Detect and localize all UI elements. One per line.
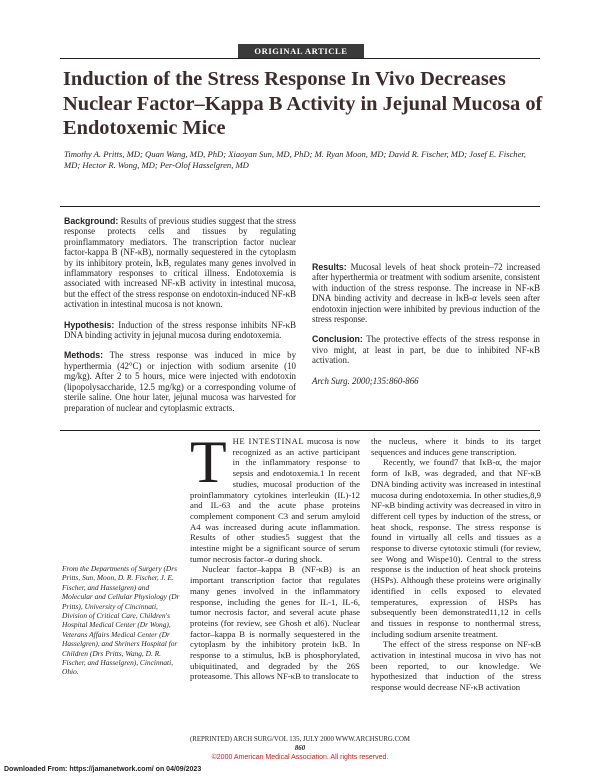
abstract-top-rule	[60, 206, 540, 207]
background-label: Background:	[64, 216, 119, 226]
methods-label: Methods:	[64, 350, 104, 361]
background-text: Results of previous studies suggest that the stress response protects cells and tissues by regulating proinflammatory mediators. The transcription factor nuclear factor-kappa B (NF-κB), normally sequestered in the cytoplasm by its inhibitory protein, IκB, regulates many genes involved in inflammatory responses to critical illness. Endotoxemia is associated with increased NF-κB activity in intestinal mucosa, but the effect of the stress response on endotoxin-induced NF-κB activation in intestinal mucosa is not known.	[64, 216, 296, 310]
citation: Arch Surg. 2000;135:860-866	[312, 375, 419, 386]
body-column-2	[371, 436, 541, 693]
author-affiliations: From the Departments of Surgery (Drs Pritts, Sun, Moon, D. R. Fischer, J. E. Fischer, and Hasselgren) and Molecular and Cellular Physiology (Dr Pritts), University of Cincinnati, Division of Critical Care, Children's Hospital Medical Center (Dr Wong), Veterans Affairs Medical Center (Dr Hasselgren), and Shriners Hospital for Children (Drs Pritts, Wang, D. R. Fischer, and Hasselgren), Cincinnati, Ohio.	[62, 564, 180, 677]
download-note: Downloaded From: https://jamanetwork.com/ on 04/09/2023	[4, 766, 202, 773]
conclusion-text: The protective effects of the stress response in vivo might, at least in part, be due to inhibited NF-κB activation.	[312, 334, 540, 366]
intro-paragraph-1-text: mucosa is now recognized as an active participant in the inflammatory response to sepsis and endotoxemia.1 In recent studies, mucosal production of the proinflammatory cytokines interleukin (IL)-12 and IL-63 and the acute phase proteins complement component C3 and serum amyloid A4 was increased during acute inflammation. Results of other studies5 suggest that the intestine might be a significant source of serum tumor necrosis factor–α during shock.	[190, 436, 361, 564]
hypothesis-text: Induction of the stress response inhibits NF-κB DNA binding activity in jejunal mucosa during endotoxemia.	[64, 319, 296, 341]
results-text: Mucosal levels of heat shock protein–72 increased after hyperthermia or treatment with sodium arsenite, consistent with induction of the stress response. The increase in NF-κB DNA binding activity and decrease in IκB-α levels seen after endotoxin injection were inhibited by previous induction of the stress response.	[312, 262, 541, 325]
abstract-left-column	[64, 216, 296, 423]
abstract-bottom-rule	[60, 430, 540, 431]
author-list: Timothy A. Pritts, MD; Quan Wang, MD, PhD; Xiaoyan Sun, MD, PhD; M. Ryan Moon, MD; David R. Fischer, MD; Josef E. Fischer, MD; Hector R. Wong, MD; Per-Olof Hasselgren, MD	[64, 149, 526, 170]
abstract-conclusion	[312, 334, 540, 365]
abstract-results	[312, 262, 540, 324]
abstract-right-column	[312, 262, 540, 396]
intro-paragraph-2: Nuclear factor–kappa B (NF-κB) is an important transcription factor that regulates many genes involved in the inflammatory response, including the genes for IL-1, IL-6, tumor necrosis factor, and several acute phase proteins (for review, see Ghosh et al6). Nuclear factor–kappa B is normally sequestered in the cytoplasm by the inhibitory protein IκB. In response to a stimulus, IκB is phosphorylated, ubiquitinated, and degraded by the 26S proteasome. This allows NF-κB to translocate to	[190, 564, 360, 682]
copyright-notice: ©2000 American Medical Association. All rights reserved.	[211, 754, 389, 761]
intro-paragraph-1	[190, 429, 361, 564]
journal-footer: (REPRINTED) ARCH SURG/VOL 135, JULY 2000 WWW.ARCHSURG.COM	[190, 736, 410, 743]
intro-paragraph-4: Recently, we found7 that IκB-α, the major form of IκB, was degraded, and that NF-κB DNA binding activity was increased in intestinal mucosa during endotoxemia. In other studies,8,9 NF-κB binding activity was decreased in vitro in different cell types by induction of the stress, or heat shock, response. The stress response is found in virtually all cells and tissues as a response to diverse cytotoxic stimuli (for review, see Wong and Wispe10). Central to the stress response is the induction of heat shock proteins (HSPs). Although these proteins were originally identified in cells exposed to elevated temperatures, expression of HSPs has subsequently been demonstrated11,12 in cells and tissues in response to nonthermal stress, including sodium arsenite treatment.	[371, 457, 542, 639]
body-column-1	[190, 429, 361, 682]
page-number: 860	[294, 745, 306, 752]
lead-in: HE INTESTINAL	[232, 436, 305, 446]
methods-text: The stress response was induced in mice by hyperthermia (42°C) or injection with sodium arsenite (10 mg/kg). After 2 to 5 hours, mice were injected with endotoxin (lipopolysaccharide, 12.5 mg/kg) or a corresponding volume of sterile saline. One hour later, jejunal mucosa was harvested for preparation of nuclear and cytoplasmic extracts.	[64, 350, 297, 413]
intro-paragraph-3: the nucleus, where it binds to its target sequences and induces gene transcription.	[371, 436, 541, 457]
abstract-hypothesis	[64, 320, 296, 341]
hypothesis-label: Hypothesis:	[64, 319, 115, 330]
intro-paragraph-5: The effect of the stress response on NF-κB activation in intestinal mucosa in vivo has not been reported, to our knowledge. We hypothesized that induction of the stress response would decrease NF-κB activation	[371, 639, 541, 693]
header-rule	[60, 58, 540, 59]
abstract-methods	[64, 350, 296, 412]
conclusion-label: Conclusion:	[312, 334, 363, 345]
section-label: ORIGINAL ARTICLE	[238, 44, 364, 58]
results-label: Results:	[312, 262, 347, 272]
article-title: Induction of the Stress Response In Vivo Decreases Nuclear Factor–Kappa B Activity in Jejunal Mucosa of Endotoxemic Mice	[63, 68, 543, 139]
abstract-background	[64, 216, 296, 310]
drop-cap: T	[190, 429, 227, 495]
